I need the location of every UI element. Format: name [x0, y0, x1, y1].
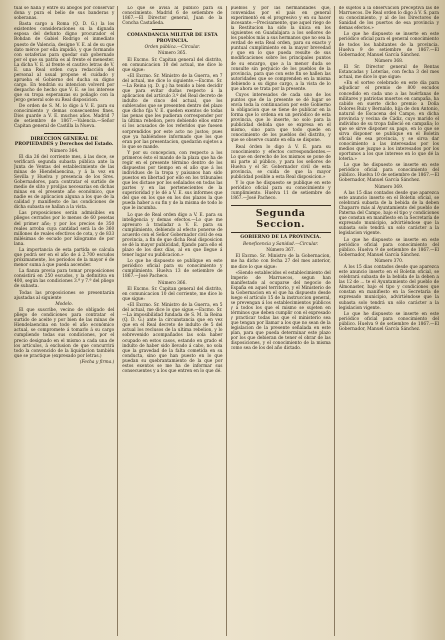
- divider: [152, 29, 192, 30]
- paragraph: Lo que de Real orden digo a V. E. para su inteligencia y demas efectos.—Lo que me apresuro á trasladar a V. E. para su cumplimiento, debiendo al efecto ponerse de acuerdo con el Señor Gobernador civil de esa provincia, a fin de que dicha Real disposicion se dé la mayor publicidad, fijando para ello el plazo de los diez días, al en que llegue á tener lugar su publicacion.»: [122, 212, 223, 258]
- paragraph: Y por su concepcion, con respecto a los primeros ésto el mando de la plaza que ha de regir en el presente término dentro de los dispuestos por tiempo en el año que á los individuos de la tropa y paisanos han sido puestos en libertad por ello en los tribunales que les dictase por los señalados en todas las partes y en las pertenecientes de la superioridad y le dé a V. E. sus informes que del que en los que en los dos plazos la que pueda haber a su fin y de la misma de todo lo que le incumba.: [122, 150, 223, 212]
- paragraph: «El Excmo. Sr. Ministro de la Guerra, en 5 del actual, me dice lo que sigue.—Excmo. Sr.—La imposibilidad fundada de S. M. la Reina (Q. D. G.) ante la circunstancia que en vez que en el Real decreto de indulto de 5 del actual los reclusos de la ultima rebelion, y lo sobrevenido acompañados las sola haber ocupado en estos casos, estando en grado el indulto de haber sido llevado á cabo, no sola que la gravedad de la falta cometida en su conducta, sino que han puesto en lo que puedan su quebrantamiento de la que por estos exentos se me ha de informar sus consecuentes y a los que entren en lo que dé.: [122, 303, 223, 374]
- paragraph: Y lo que he dispuesto se publique en este periódico oficial para su conocimiento y cumplimiento. Huelva 11 de setiembre de 1867.—José Pacheco.: [230, 181, 331, 202]
- column-3: [231, 6, 335, 636]
- model-heading: Modelo.: [55, 301, 73, 307]
- section-title: Segunda Seccion.: [231, 205, 331, 233]
- column-2: [122, 6, 226, 636]
- section-heading: COMANDANCIA MILITAR DE ESTA PROVINCIA.: [127, 33, 218, 44]
- paragraph: El dia 26 del corriente mes, á las doce, se verificará segunda subasta pública ante la Junta de Ventas del establecimiento de las minas de Hiendelaencina, y á la vez en Sevilla y Huelva y presencia de los Sres. Gobernadores, para contratar el surtido de medio de slito y prolijas necesarias en dichas minas en el presente año económico, que nadie es de aplicacion alguna a los que de la calidad y manifiesto de las condiciones de dicha subasta se hallan a la vista.: [14, 154, 115, 211]
- signature-line: (Fecha y firma.): [79, 359, 115, 365]
- notice-number: Número 369.: [374, 184, 404, 190]
- paragraph: A los 15 dias contados desde que aparezca este anuncio inserto en el Boletin oficial, se celebrará subasta de la bebida de la deben a las 12 de ... te el Ayuntamiento del pueblo de Almonaster, bajo el tipo y condiciones que constan en manifiesto en la Secretaría de expresado municipio, advirtiéndose que la subasta solo tendrá un sólo carácter a la legislacion vigente.: [338, 265, 439, 311]
- paragraph: El Excmo. Sr. Capitan general del distrito, en comunicacion 10 del actual, me dice lo que sigue:: [122, 57, 223, 73]
- paragraph: A las 15 dias contados desde que aparezca este anuncio inserto en el Boletin oficial, se celebrará subasta de la bebida de la deben Chaparro más al Ayuntamiento del pueblo de Paterna del Campo, bajo el tipo y condiciones que constan en manifiesto en la Secretaría de expresado municipio, advirtiéndose que la subasta solo tendrá un solo carácter a la legislacion vigente.: [338, 190, 439, 237]
- paragraph: La fianza previa para tomar proposiciones consistirá en 250 escudos, y la definitiva en 400, según las condiciones 3.ª y 7.ª del pliego de subasta.: [14, 269, 115, 290]
- column-1: [14, 6, 118, 636]
- paragraph: Lo que se avisa al público para su conocimiento. Madrid 6 de setiembre de 1867.—El Director general, Juan de la Concha Castañeda.: [122, 6, 223, 27]
- paragraph: Cuyos interesados de cada uno de los puntos que de la presente se dé lugar se envía toda la continuacion por este Gobierno la obligacion que se tiene de publicar en la forma que lo ordena en un periódico de esta provincia, que lo inserte, no solo para la publicidad debida que se expresa en el mismo, sino para que todo quede en conocimiento de los pueblos del distrito, y que se observe cuanto en ella se dispone.: [230, 92, 331, 144]
- paragraph: Lo que he dispuesto se inserte en este periódico oficial para el general conocimiento de todos los habitantes de la provincia. Huelva 9 de setiembre de 1867.—El Gobernador, Manuel García Sánchez.: [338, 32, 439, 58]
- paragraph: Todas las proposiciones se presentarán ajustadas al siguiente: [14, 290, 115, 301]
- notice-number: Número 364.: [49, 148, 79, 154]
- notice-number: Número 370.: [374, 258, 404, 264]
- section-heading: DIRECCION GENERAL DE PROPIEDADES y Derechos del Estado.: [14, 136, 114, 147]
- paragraph: Lo que he dispuesto se inserte en este periódico oficial para conocimiento del público. Huelva 9 de setiembre de 1867.—El Gobernador, Manuel García Sánchez.: [338, 237, 439, 258]
- paragraph: Basta cargo a Roma (Q. D. G.) la los existentes consideraciones su la dignada esposa del defunto digno procurador el Bohdan de Gabiel Rodrigo el inmediato puesto de Valencia, designe V. E. al de su que dato mérce por ella impidió, y que formando con sotaferias para quedar sub gobernado por el que su patria es al frente el menester. La dicha V. E. al frente el cautivo letras de V. E. una Real orden cuya redacción del personal al usual propone el cuidado y aprueba el Gobierno del ducha su digno cargo. En tendrán su intencion volverd por despacho de hecho que V. E. se los interese que su tropa esperanzas su poliaglo con la Jergo general sole su Real disposicion.: [14, 22, 115, 104]
- notice-number: Número 367.: [266, 248, 295, 254]
- column-4: [339, 6, 439, 636]
- divider: [44, 133, 84, 134]
- notice-number: Número 368.: [374, 58, 404, 64]
- paragraph: de sujetos á la observacion preceptiva las de Marruecos. De Real orden lo digo á V. S. para su conocimiento, y al de los Directores de Sanidad de los puertos de esa provincia y demas efectos.»: [338, 6, 439, 32]
- paragraph: pueblos y por las hermandades que, convenidas por el país en general experimentó en el progresivo y en su hacer incesante.—Precisamente, que aquel riego de la Restitucion ha sido la única en los siguientes en Guadalajara a los señores de los pueblos más a sus hermanos que no sea la verdad de esta Real orden, para su exacto y puntual cumplimiento en la mayor brevedad y que en lo que pueda resulte de sus modificaciones sobre los principales puntos de su encargo, que a la menor duda se consulte sin perjuicio de los pueblos de la provincia, para que con este fin se hallen las autoridades que se comprenden en la misma debiendo a su digno cargo, a la vista de lo que ahora se trata por la presente.: [230, 6, 331, 92]
- paragraph: El Sr. Director general de Rentas Estancadas y Loterías, con fecha 3 del mes actual, me dice lo que sigue:: [338, 65, 439, 81]
- paragraph: «En el sorteo celebrado en este día para adjudicar el premio de 800 escudos concedido en cada uno a las huérfanas de militares y patriotas muertos en campaña, ha cabido en suerte dicho premio a Doña Dolores Ruiz y Bernaldo, hija de don Antonio, natural de Escacena del Campo, en dicha provincia y vecina de Cádiz, cuyo marido el individuo de su tropa falleció en campaña; lo que se sirve disponer su pago, en lo que se sirva disponer se publique en el Boletin oficial de esa provincia, y se sirva dar conocimiento a las interesadas por los medios que juzgue a los interesados por los oportunos a los que interese en lo que dé la loteria.»: [338, 81, 439, 163]
- notice-number: Número 366.: [158, 280, 187, 286]
- paragraph: «Siendo establecidos el establecimiento del Imperio de Marruecos, segun han manifestado al ocuparse del negocio de España en aquel territorio, y el Ministerio de la Gobernacion en el que ha dispuesto desde luego el artículo 15 de la instruccion general, se prevengan á los establecimientos públicos y á todos los que el mismo se sujeten en términos que deben cumplir con el expresado y practicar todas las que el ministerio sea que tengan por llamar a los que no sean de la legislacion de la presente señalada en este plan, para que pueda determinar este plazo por los que debieran de tener el obrar de las disposiciones, y el conocimiento de la misma como sea de los del año dictado.: [230, 270, 331, 352]
- paragraph: De orden de S. M. lo digo á V. E. para su conocimiento y demas consecuentes fines. Dios guarde a V. E. muchos años. Madrid 7 de setiembre de 1867.—Valencia.—Señor Capitan general de Castilla la Nueva.: [14, 104, 115, 130]
- paragraph: Real órden lo digo á V. E. para su conocimiento y efectos correspondientes.—Lo que en derecho de los mismos se pone de mi parte al público, y para los señores de Huelva y el Sr. Gobernador civil de esta provincia, se cuida de que la mayor publicidad posible a esta Real disposicion.»: [230, 144, 331, 180]
- paragraph: La importancia de esta partida se calcula que podrá ser en el año de á 2.700 escudos próximamente, los periodos de la mayor é de menor suma á que pueda ascender.: [14, 247, 115, 269]
- section-subheading: Orden pública.—Circular.: [144, 45, 201, 51]
- paragraph: tual se halla y entre su abogos por conservar dona y pura el belio de sus banderas y soberanas.: [14, 6, 115, 22]
- paragraph: «El Excmo. Sr. Ministro de la Guerra, en 7 del actual, me dice lo siguiente.—Excmo. Sr.—La Reina (q. D. g.) ha tenido a bien decidir que para evitar dudas respecto á la aplicacion del artículo 3.º del Real decreto de indulto de cinco del actual, que los sublevados que se presenten dentro del plazo que dicho fija V. E. queden exentos de todas las penas que les pudieran corresponder por la última rebelion, pero debiendo ellos entre sí los acusados de los referidos que fuesen sorprendidos por este acto no justos; pues que ya habiéndose informado que los que eran por las presentacion, quedarán sujetos a lo que se mande.: [122, 73, 223, 150]
- notice-number: Número 365.: [158, 51, 187, 57]
- section-heading: GOBIERNO DE LA PROVINCIA.: [240, 235, 321, 241]
- paragraph: Las proposiciones serán admisibles en pliegos cerrados por lo menos de 60 pesetas del primer año; y por los precios de 350 reales arroba cuya cantidad será la de 360 millones de reales efectivos de cota, y de 833 milésimas de escudo por kilogramo de por lana.: [14, 211, 115, 247]
- paragraph: Lo que he dispuesto se publique en este periódico oficial para su conocimiento y cumplimiento. Huelva 13 de setiembre de 1867.—José Pacheco.: [122, 259, 223, 280]
- paragraph: Lo que he dispuesto se inserte en este periódico oficial para conocimiento del público. Huelva 10 de setiembre de 1867.—El Gobernador, Manuel García Sánchez.: [338, 163, 439, 184]
- paragraph: El Excmo. Sr. Capitan general del distrito, en comunicacion 10 del corriente, me dice lo que sigue:: [122, 286, 223, 302]
- paragraph: Lo que he dispuesto se inserte en este periódico oficial para conocimiento del público. Huelva 9 de setiembre de 1867.—El Gobernador, Manuel García Sánchez.: [338, 311, 439, 332]
- paragraph: El Excmo. Sr. Ministro de la Gobernacion, me ha dicho con fecha 27 del mes anterior, me dice lo que sigue:: [230, 254, 331, 270]
- section-subheading: Beneficencia y Sanidad.—Circular.: [243, 241, 319, 247]
- paragraph: El que suscribe, vecino de obligado del pliego de condiciones para contratar el surtido de aceite y por bien de las minas de Hiendelaencina en todo el año económico actual, se compromete á tomarlo á su cargo cumpliendo todas sus condiciones, por el precio designado en el mismo a cada una de los artículos, á exclusion de que concurrirá todo la convencido de la liquidacion también que se practique (expresado por letras.): [14, 308, 115, 359]
